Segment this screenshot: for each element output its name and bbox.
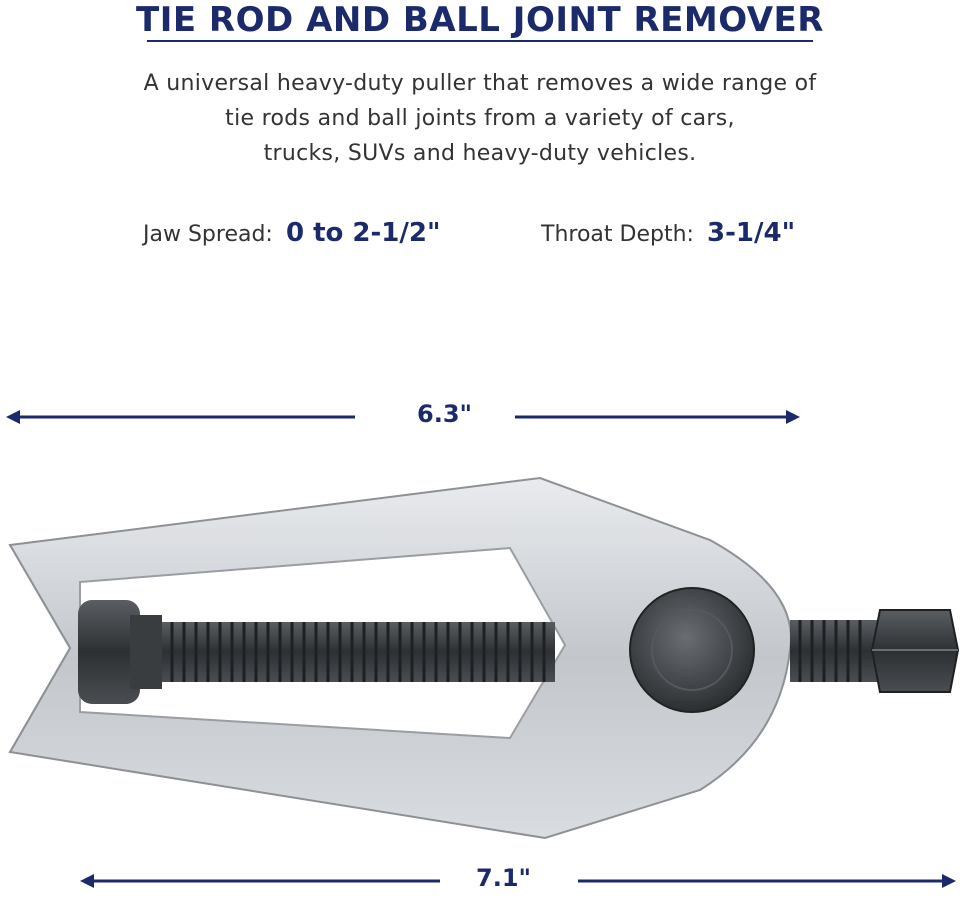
page-title: TIE ROD AND BALL JOINT REMOVER xyxy=(136,0,824,40)
tool-illustration xyxy=(10,478,958,838)
pivot-knob xyxy=(630,588,754,712)
description-line-3: trucks, SUVs and heavy-duty vehicles. xyxy=(263,141,697,166)
description-line-2: tie rods and ball joints from a variety of cars, xyxy=(225,106,735,131)
jaw-spread-value: 0 to 2-1/2" xyxy=(285,218,441,248)
bottom-dimension-label: 7.1" xyxy=(476,864,532,892)
description-line-1: A universal heavy-duty puller that removes a wide range of xyxy=(143,71,817,96)
throat-depth-label: Throat Depth: xyxy=(541,222,694,247)
top-dimension-arrow xyxy=(6,410,800,424)
top-dimension-label: 6.3" xyxy=(417,400,473,428)
jaw-spread-label: Jaw Spread: xyxy=(143,222,273,247)
throat-depth-value: 3-1/4" xyxy=(707,218,796,248)
